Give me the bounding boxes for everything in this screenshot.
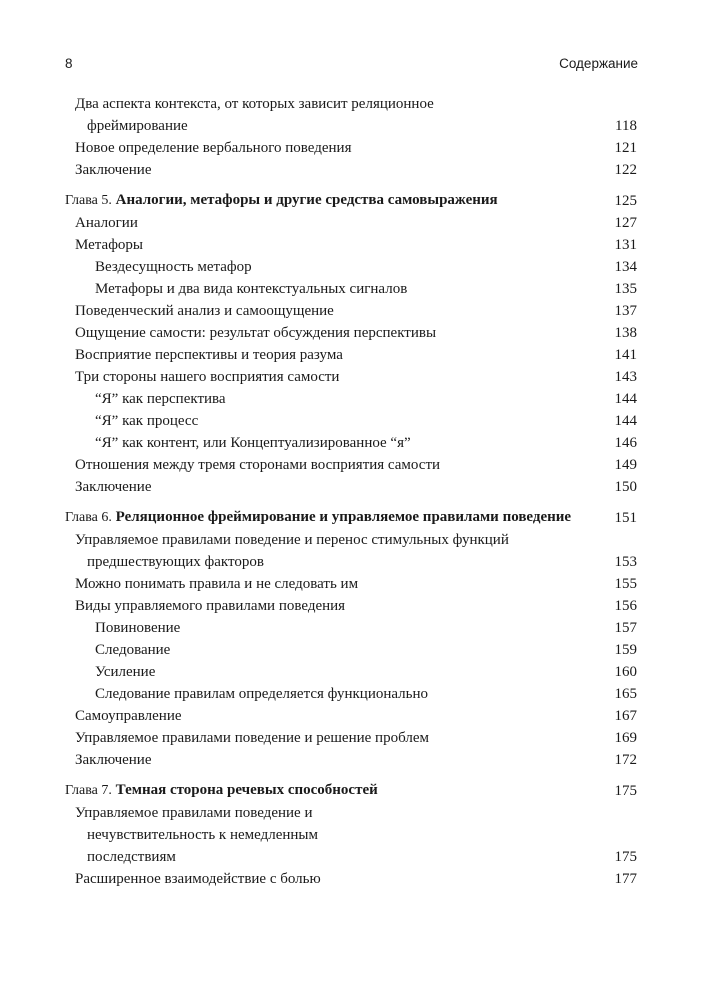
toc-entry-title: Заключение [75, 479, 152, 495]
toc-entry-page: 172 [614, 752, 637, 768]
toc-entry-title: Самоуправление [75, 708, 182, 724]
toc-entry-page: 131 [614, 237, 637, 253]
toc-entry-page: 177 [614, 871, 637, 887]
toc-entry-title: Заключение [75, 752, 152, 768]
toc-entry-page: 143 [614, 369, 637, 385]
toc-entry-page: 156 [614, 598, 637, 614]
toc-entry [65, 617, 637, 639]
toc-entry-title: Виды управляемого правилами поведения [75, 598, 346, 614]
toc-chapter [65, 189, 637, 212]
toc-entry-page: 160 [614, 664, 637, 680]
toc-entry-title: “Я” как контент, или Концептуализированное “я” [95, 435, 411, 451]
toc-entry-title: Управляемое правилами поведение и нечувствительность к немедленным последствиям [75, 805, 318, 865]
toc-entry-page: 118 [615, 118, 637, 134]
toc-entry [65, 683, 637, 705]
toc-entry-title: Ощущение самости: результат обсуждения перспективы [75, 325, 437, 341]
toc-entry [65, 137, 637, 159]
toc-entry-title: Отношения между тремя сторонами восприятия самости [75, 457, 441, 473]
toc-entry-title: “Я” как перспектива [95, 391, 226, 407]
chapter-title: Реляционное фреймирование и управляемое правилами поведение [115, 509, 572, 525]
toc-entry [65, 234, 637, 256]
chapter-title: Аналогии, метафоры и другие средства самовыражения [115, 192, 498, 208]
chapter-label: Глава 7. [65, 783, 112, 798]
toc-entry [65, 366, 637, 388]
running-head [65, 56, 638, 76]
toc-entry-page: 149 [614, 457, 637, 473]
toc-entry-title: Управляемое правилами поведение и перенос стимульных функций предшествующих факторов [75, 532, 509, 570]
toc-entry-title: Восприятие перспективы и теория разума [75, 347, 343, 363]
toc-entry-page: 121 [614, 140, 637, 156]
toc-entry [65, 410, 637, 432]
toc-entry-page: 150 [614, 479, 637, 495]
toc-entry-page: 122 [614, 162, 637, 178]
toc-entry-page: 137 [614, 303, 637, 319]
toc-entry [65, 322, 637, 344]
toc-entry [65, 727, 637, 749]
toc-entry [65, 573, 637, 595]
toc-entry-page: 151 [614, 510, 637, 526]
toc-entry-title: “Я” как процесс [95, 413, 199, 429]
toc-entry [65, 300, 637, 322]
toc-entry [65, 93, 637, 137]
toc-entry-title: Метафоры [75, 237, 143, 253]
toc-entry [65, 159, 637, 181]
toc-entry-page: 127 [614, 215, 637, 231]
toc-entry-title: Управляемое правилами поведение и решение проблем [75, 730, 429, 746]
toc-entry [65, 529, 637, 573]
toc-entry [65, 344, 637, 366]
section-title: Содержание [559, 56, 638, 71]
toc-entry [65, 388, 637, 410]
toc-entry-page: 144 [614, 391, 637, 407]
toc-entry-title: Повиновение [95, 620, 181, 636]
toc-entry-page: 159 [614, 642, 637, 658]
toc-entry [65, 661, 637, 683]
toc-entry [65, 802, 637, 868]
toc-entry [65, 639, 637, 661]
toc-entry-title: Следование [95, 642, 171, 658]
toc-entry-page: 125 [614, 193, 637, 209]
toc-entry [65, 256, 637, 278]
toc-entry [65, 278, 637, 300]
chapter-title: Темная сторона речевых способностей [115, 782, 378, 798]
toc-entry-title: Поведенческий анализ и самоощущение [75, 303, 334, 319]
toc-entry-title: Три стороны нашего восприятия самости [75, 369, 340, 385]
toc-entry-title: Заключение [75, 162, 152, 178]
toc-entry-title: Новое определение вербального поведения [75, 140, 352, 156]
toc-entry-page: 144 [614, 413, 637, 429]
toc-entry-title: Следование правилам определяется функционально [95, 686, 429, 702]
toc-entry [65, 212, 637, 234]
toc-entry-page: 175 [614, 849, 637, 865]
toc-entry-page: 153 [614, 554, 637, 570]
toc-entry-title: Аналогии [75, 215, 138, 231]
toc-entry-title: Вездесущность метафор [95, 259, 252, 275]
toc-entry-page: 134 [614, 259, 637, 275]
toc-entry-page: 135 [614, 281, 637, 297]
table-of-contents [65, 93, 637, 890]
toc-entry-page: 141 [614, 347, 637, 363]
toc-entry-page: 138 [614, 325, 637, 341]
chapter-label: Глава 6. [65, 510, 112, 525]
toc-entry-title: Два аспекта контекста, от которых зависит реляционное фреймирование [75, 96, 434, 134]
toc-entry-page: 167 [614, 708, 637, 724]
toc-entry [65, 749, 637, 771]
toc-entry-page: 157 [614, 620, 637, 636]
toc-entry [65, 595, 637, 617]
toc-entry-title: Можно понимать правила и не следовать им [75, 576, 359, 592]
toc-entry-title: Метафоры и два вида контекстуальных сигналов [95, 281, 408, 297]
toc-entry-page: 146 [614, 435, 637, 451]
toc-chapter [65, 506, 637, 529]
toc-entry [65, 705, 637, 727]
toc-entry-page: 175 [614, 783, 637, 799]
toc-entry [65, 868, 637, 890]
toc-entry-page: 155 [614, 576, 637, 592]
toc-entry-page: 169 [614, 730, 637, 746]
page-number: 8 [65, 56, 73, 71]
chapter-label: Глава 5. [65, 193, 112, 208]
toc-entry [65, 454, 637, 476]
toc-chapter [65, 779, 637, 802]
toc-entry-title: Расширенное взаимодействие с болью [75, 871, 321, 887]
toc-entry-page: 165 [614, 686, 637, 702]
toc-entry [65, 432, 637, 454]
toc-entry [65, 476, 637, 498]
toc-entry-title: Усиление [95, 664, 156, 680]
